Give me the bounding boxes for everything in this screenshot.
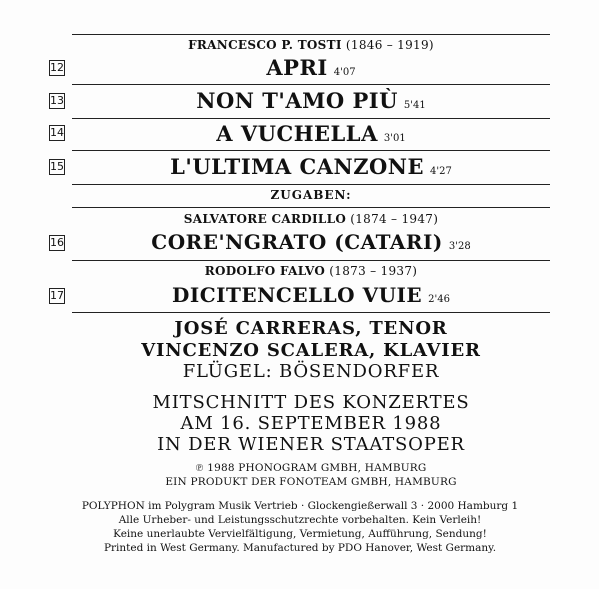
track-title-text: A VUCHELLA <box>216 121 378 146</box>
composer-years: (1874 – 1947) <box>350 212 439 226</box>
divider <box>72 260 550 261</box>
divider <box>72 207 550 208</box>
composer-tosti <box>72 38 550 52</box>
track-title-text: DICITENCELLO VUIE <box>172 283 423 307</box>
track-title-14 <box>72 121 550 146</box>
divider <box>72 118 550 119</box>
recording-line-2: AM 16. SEPTEMBER 1988 <box>180 413 442 434</box>
copyright-line-1: ℗ 1988 PHONOGRAM GMBH, HAMBURG <box>195 462 427 474</box>
composer-years: (1846 – 1919) <box>345 38 434 52</box>
track-duration: 4'27 <box>430 166 452 177</box>
legal-line-1: POLYPHON im Polygram Musik Vertrieb · Glockengießerwall 3 · 2000 Hamburg 1 <box>81 500 519 512</box>
composer-name: FRANCESCO P. TOSTI <box>188 38 342 52</box>
track-number: 17 <box>50 289 64 302</box>
track-number: 15 <box>50 160 64 173</box>
track-title-15 <box>72 154 550 179</box>
track-title-text: NON T'AMO PIÙ <box>196 88 398 113</box>
composer-name: SALVATORE CARDILLO <box>183 212 347 226</box>
recording-line-3: IN DER WIENER STAATSOPER <box>157 434 465 455</box>
track-title-text: CORE'NGRATO (CATARI) <box>151 230 443 254</box>
track-title-17 <box>72 283 550 307</box>
encores-label: ZUGABEN: <box>270 188 352 202</box>
performer-piano: VINCENZO SCALERA, KLAVIER <box>141 340 481 361</box>
composer-name: RODOLFO FALVO <box>204 264 326 278</box>
track-title-16 <box>72 230 550 254</box>
divider <box>72 184 550 185</box>
track-title-text: L'ULTIMA CANZONE <box>170 154 425 179</box>
track-duration: 5'41 <box>403 100 426 111</box>
track-title-12 <box>72 55 550 80</box>
track-number: 12 <box>50 61 64 74</box>
composer-falvo <box>72 264 550 278</box>
track-title-13 <box>72 88 550 113</box>
performer-tenor: JOSÉ CARRERAS, TENOR <box>174 318 448 339</box>
track-number: 14 <box>50 126 64 139</box>
track-number: 13 <box>50 94 64 107</box>
track-duration: 3'28 <box>448 241 471 252</box>
track-duration: 2'46 <box>428 294 450 305</box>
copyright-line-2: EIN PRODUKT DER FONOTEAM GMBH, HAMBURG <box>165 476 457 488</box>
track-number: 16 <box>50 236 64 249</box>
composer-years: (1873 – 1937) <box>329 264 418 278</box>
track-title-text: APRI <box>266 55 328 80</box>
divider <box>72 312 550 313</box>
legal-line-4: Printed in West Germany. Manufactured by PDO Hanover, West Germany. <box>103 542 497 554</box>
recording-line-1: MITSCHNITT DES KONZERTES <box>152 392 470 413</box>
track-duration: 3'01 <box>383 133 406 144</box>
legal-line-2: Alle Urheber- und Leistungsschutzrechte vorbehalten. Kein Verleih! <box>118 514 482 526</box>
composer-cardillo <box>72 212 550 226</box>
divider <box>72 84 550 85</box>
legal-line-3: Keine unerlaubte Vervielfältigung, Vermietung, Aufführung, Sendung! <box>113 528 487 540</box>
divider <box>72 150 550 151</box>
instrument-credit: FLÜGEL: BÖSENDORFER <box>182 361 440 382</box>
divider <box>72 34 550 35</box>
track-duration: 4'07 <box>333 67 356 78</box>
